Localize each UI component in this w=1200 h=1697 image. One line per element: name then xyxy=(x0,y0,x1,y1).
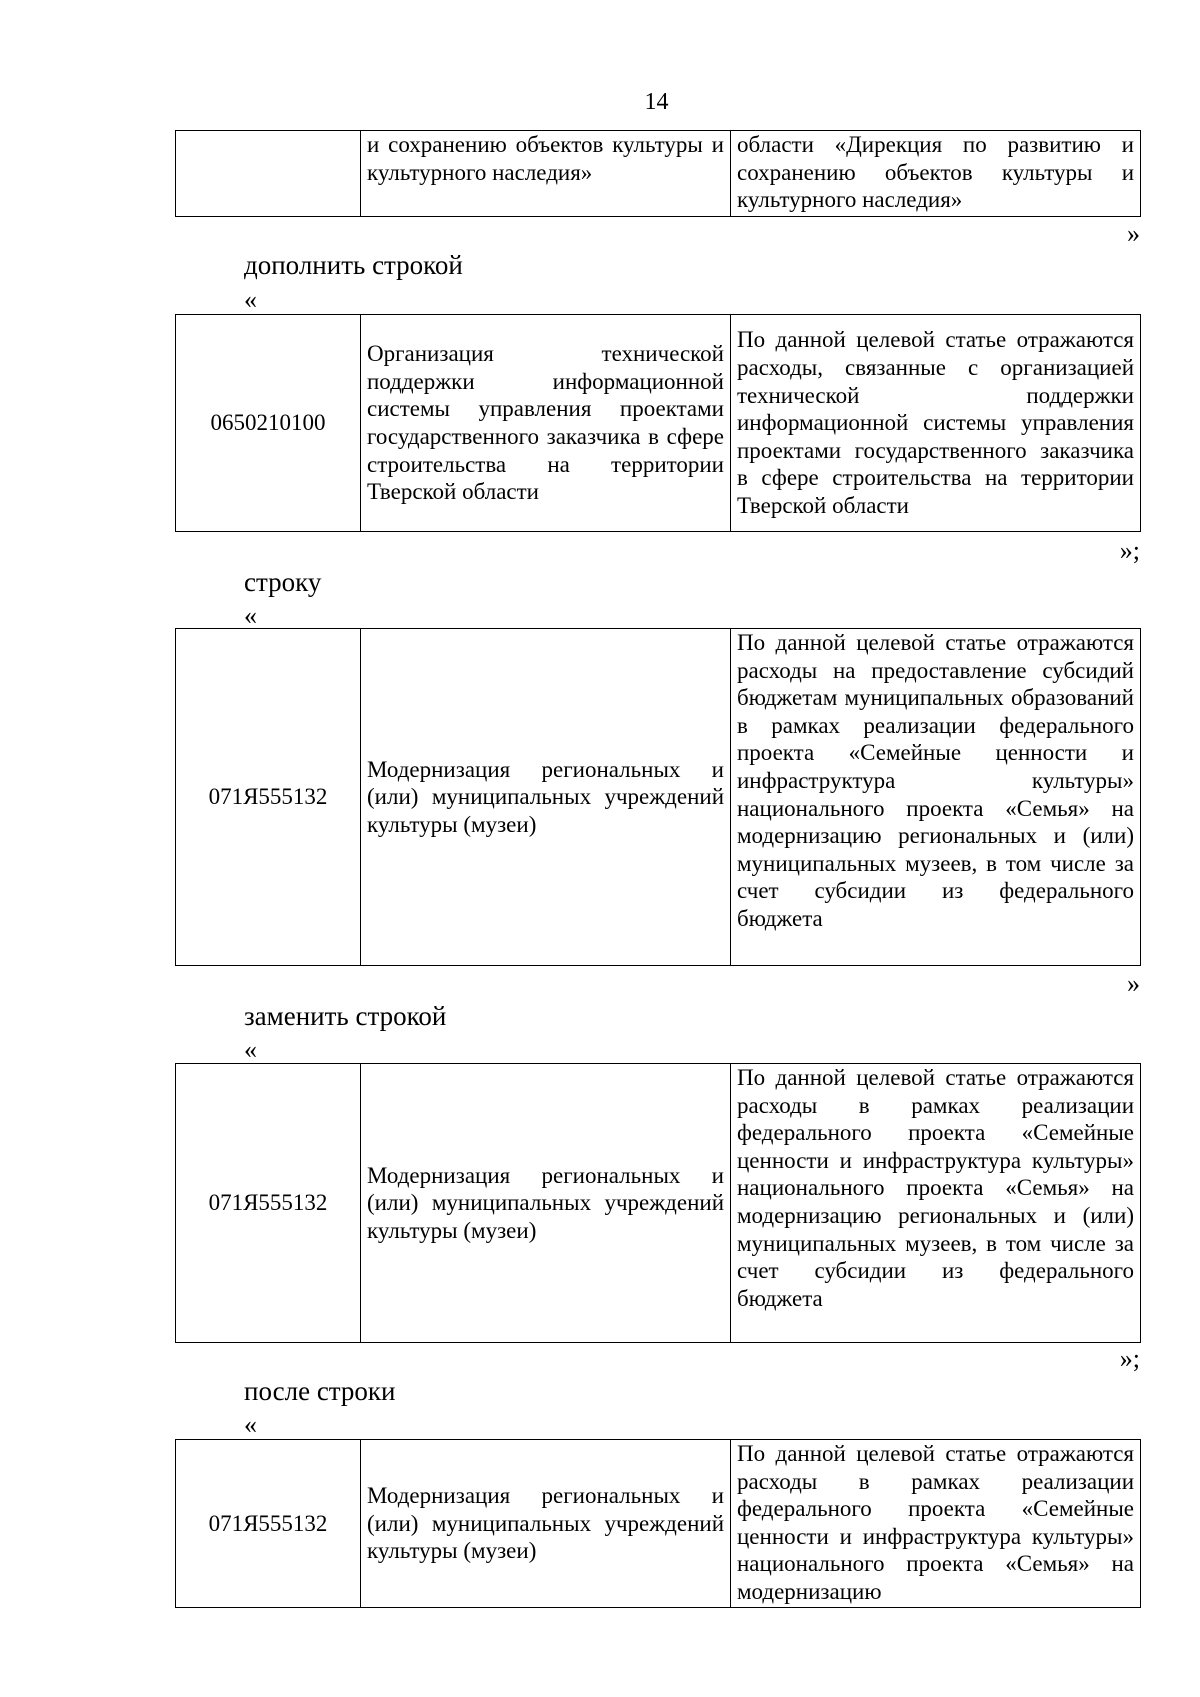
description-cell: По данной целевой статье отражаются расходы в рамках реализации федерального проекта «Семейные ценности и инфраструктура культуры» национального проекта «Семья» на модернизацию региональных и (или) муниципальных музеев, в том числе за счет субсидии из федерального бюджета xyxy=(731,1064,1141,1343)
instruction-after-row: после строки xyxy=(244,1376,396,1406)
name-cell: и сохранению объектов культуры и культурного наследия» xyxy=(361,131,731,217)
top-table xyxy=(175,130,1141,217)
new-row-table xyxy=(175,1063,1141,1343)
code-cell: 071Я555132 xyxy=(176,629,361,966)
instruction-replace-row: заменить строкой xyxy=(244,1001,447,1031)
closing-quote: » xyxy=(1127,969,1140,998)
name-cell: Модернизация региональных и (или) муниципальных учреждений культуры (музеи) xyxy=(361,629,731,966)
code-cell: 071Я555132 xyxy=(176,1064,361,1343)
opening-quote: « xyxy=(244,1410,257,1439)
code-cell: 0650210100 xyxy=(176,315,361,532)
after-row-table xyxy=(175,1439,1141,1608)
closing-quote: »; xyxy=(1119,536,1140,565)
opening-quote: « xyxy=(244,285,257,314)
name-cell: Модернизация региональных и (или) муниципальных учреждений культуры (музеи) xyxy=(361,1440,731,1608)
description-cell: По данной целевой статье отражаются расходы на предоставление субсидий бюджетам муниципальных образований в рамках реализации федерального проекта «Семейные ценности и инфраструктура культуры» национального проекта «Семья» на модернизацию региональных и (или) муниципальных музеев, в том числе за счет субсидии из федерального бюджета xyxy=(731,629,1141,966)
name-cell: Организация технической поддержки информационной системы управления проектами государственного заказчика в сфере строительства на территории Тверской области xyxy=(361,315,731,532)
page-number: 14 xyxy=(644,89,669,115)
table-row xyxy=(176,315,1141,532)
table-row xyxy=(176,1440,1141,1608)
closing-quote: »; xyxy=(1119,1344,1140,1373)
closing-quote: » xyxy=(1127,219,1140,248)
description-cell: По данной целевой статье отражаются расходы, связанные с организацией технической поддержки информационной системы управления проектами государственного заказчика в сфере строительства на территории Тверской области xyxy=(731,315,1141,532)
code-cell xyxy=(176,131,361,217)
table-row xyxy=(176,1064,1141,1343)
name-cell: Модернизация региональных и (или) муниципальных учреждений культуры (музеи) xyxy=(361,1064,731,1343)
table-row xyxy=(176,131,1141,217)
opening-quote: « xyxy=(244,1035,257,1064)
instruction-add-row: дополнить строкой xyxy=(244,250,463,280)
opening-quote: « xyxy=(244,601,257,630)
table-row xyxy=(176,629,1141,966)
old-row-table xyxy=(175,628,1141,966)
added-row-table xyxy=(175,314,1141,532)
instruction-row: строку xyxy=(244,567,322,597)
description-cell: области «Дирекция по развитию и сохранению объектов культуры и культурного наследия» xyxy=(731,131,1141,217)
description-cell: По данной целевой статье отражаются расходы в рамках реализации федерального проекта «Семейные ценности и инфраструктура культуры» национального проекта «Семья» на модернизацию xyxy=(731,1440,1141,1608)
code-cell: 071Я555132 xyxy=(176,1440,361,1608)
